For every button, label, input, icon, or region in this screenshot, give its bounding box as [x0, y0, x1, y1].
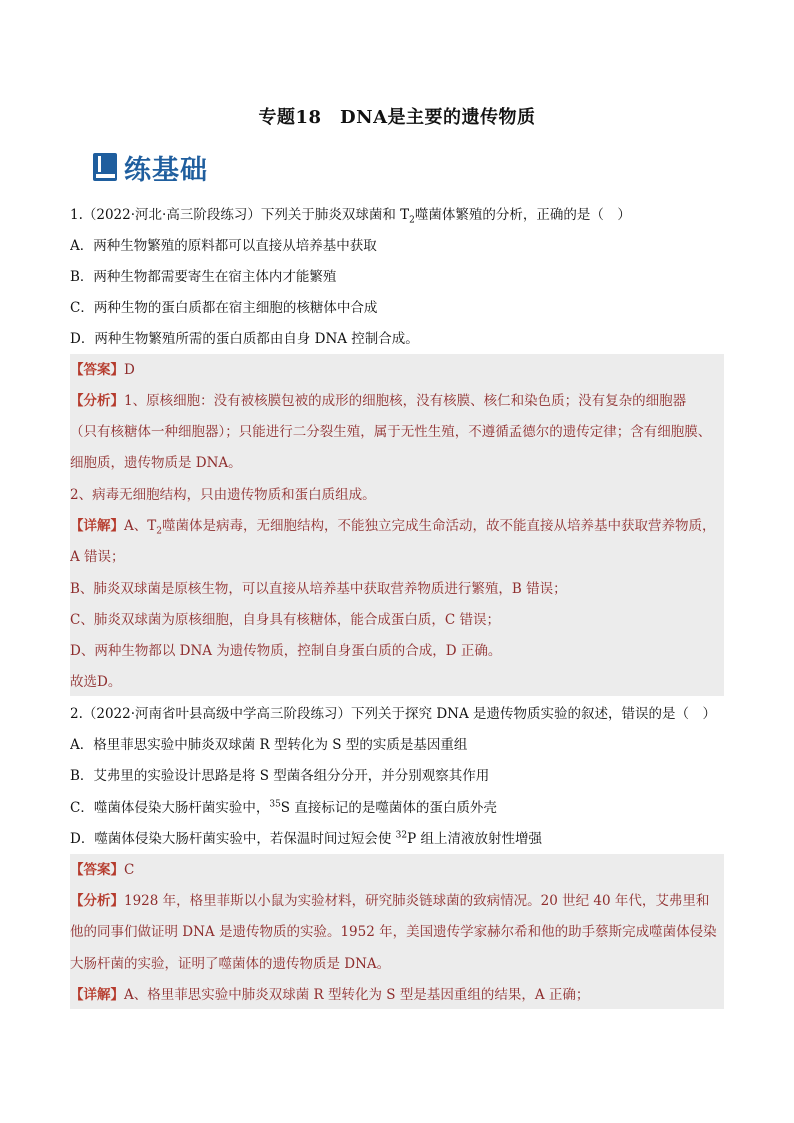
q1-analysis-line: （只有核糖体一种细胞器）；只能进行二分裂生殖，属于无性生殖，不遵循孟德尔的遗传定律；含有细胞膜、 — [70, 424, 712, 440]
q2-option-a: A．格里菲思实验中肺炎双球菌 R 型转化为 S 型的实质是基因重组 — [70, 737, 468, 753]
q2-stem: 2.（2022·河南省叶县高级中学高三阶段练习）下列关于探究 DNA 是遗传物质实验的叙述，错误的是（ ） — [70, 706, 716, 722]
page-title: 专题18 DNA是主要的遗传物质 — [258, 107, 536, 128]
book-icon — [92, 152, 118, 182]
q1-detail-line: 【详解】A、$T_2$噬菌体是病毒，无细胞结构，不能独立完成生命活动，故不能直接从培养基中获取营养物质， — [70, 518, 716, 535]
q2-option-b: B．艾弗里的实验设计思路是将 S 型菌各组分分开，并分别观察其作用 — [70, 768, 490, 784]
q1-detail-line: A 错误； — [70, 549, 125, 565]
q2-answer: 【答案】C — [70, 862, 135, 878]
q1-detail-line: 故选D。 — [70, 674, 122, 690]
q2-analysis-line: 【分析】1928 年，格里菲斯以小鼠为实验材料，研究肺炎链球菌的致病情况。20 世纪 40 年代，艾弗里和 — [70, 893, 710, 909]
section-label: 练基础 — [124, 154, 208, 186]
q1-option-a: A．两种生物繁殖的原料都可以直接从培养基中获取 — [70, 238, 377, 254]
q2-analysis-line: 他的同事们做证明 DNA 是遗传物质的实验。1952 年，美国遗传学家赫尔希和他的助手蔡斯完成噬菌体侵染 — [70, 924, 717, 940]
q1-option-c: C．两种生物的蛋白质都在宿主细胞的核糖体中合成 — [70, 300, 378, 316]
q1-analysis-line: 2、病毒无细胞结构，只由遗传物质和蛋白质组成。 — [70, 487, 376, 503]
q2-detail-line: 【详解】A、格里菲思实验中肺炎双球菌 R 型转化为 S 型是基因重组的结果，A 正确； — [70, 987, 590, 1003]
q1-answer: 【答案】D — [70, 362, 135, 378]
q1-detail-line: B、肺炎双球菌是原核生物，可以直接从培养基中获取营养物质进行繁殖，B 错误； — [70, 581, 567, 597]
q1-option-d: D．两种生物繁殖所需的蛋白质都由自身 DNA 控制合成。 — [70, 331, 419, 347]
q2-option-c: C．噬菌体侵染大肠杆菌实验中，$^{35}$S 直接标记的是噬菌体的蛋白质外壳 — [70, 799, 497, 816]
q1-stem: 1.（2022·河北·高三阶段练习）下列关于肺炎双球菌和 $T_2$噬菌体繁殖的分析，正确的是（ ） — [70, 207, 631, 224]
q1-detail-line: C、肺炎双球菌为原核细胞，自身具有核糖体，能合成蛋白质，C 错误； — [70, 612, 500, 628]
q1-detail-line: D、两种生物都以 DNA 为遗传物质，控制自身蛋白质的合成，D 正确。 — [70, 643, 502, 659]
q1-option-b: B．两种生物都需要寄生在宿主体内才能繁殖 — [70, 269, 337, 285]
q2-option-d: D．噬菌体侵染大肠杆菌实验中，若保温时间过短会使 $^{32}$P 组上清液放射性增强 — [70, 830, 542, 847]
q2-analysis-line: 大肠杆菌的实验，证明了噬菌体的遗传物质是 DNA。 — [70, 956, 391, 972]
q1-analysis-line: 细胞质，遗传物质是 DNA。 — [70, 455, 242, 471]
q1-analysis-line: 【分析】1、原核细胞：没有被核膜包被的成形的细胞核，没有核膜、核仁和染色质；没有复杂的细胞器 — [70, 393, 687, 409]
section-header — [92, 150, 208, 184]
